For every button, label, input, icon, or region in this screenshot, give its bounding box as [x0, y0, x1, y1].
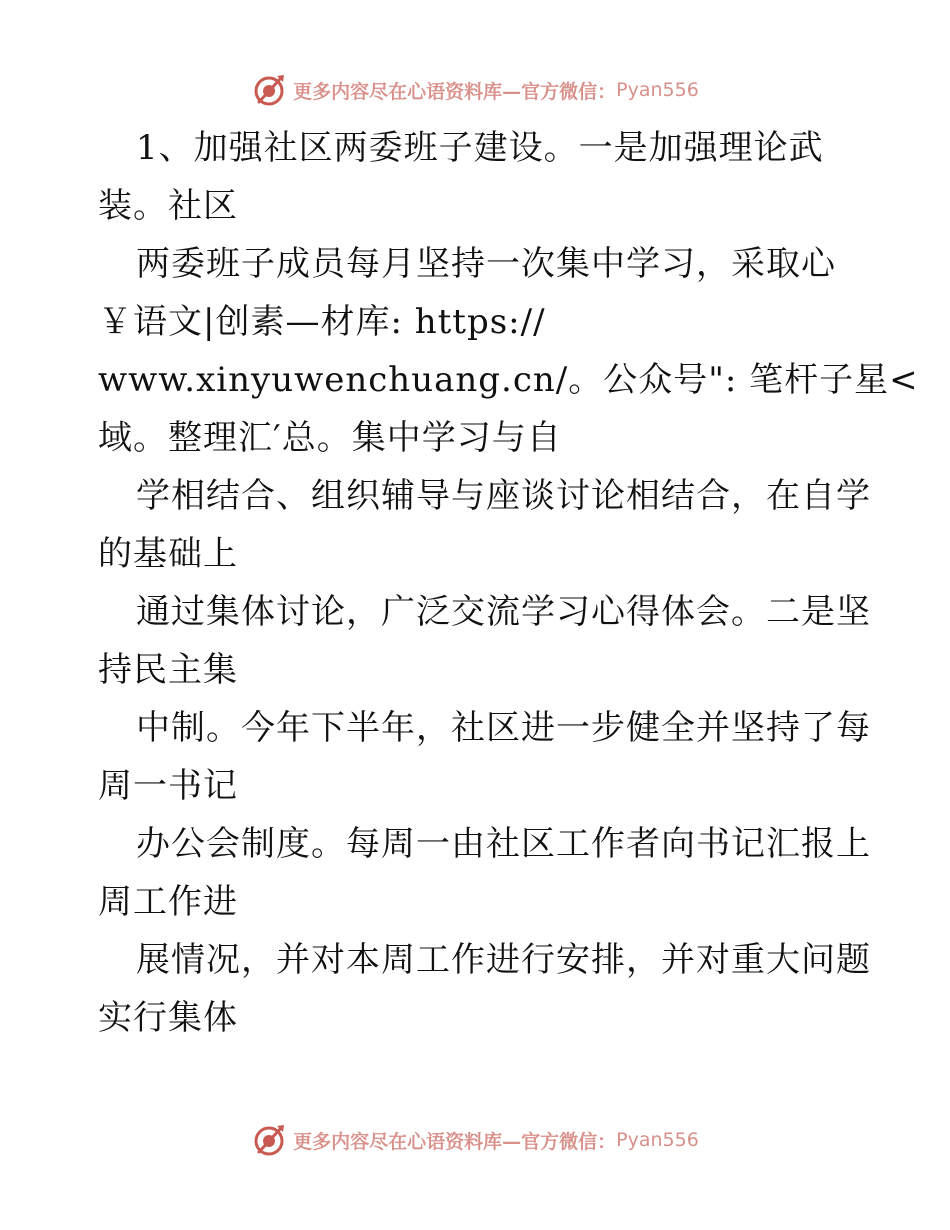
- quill-pen-seal-icon: [251, 1122, 287, 1158]
- text-line: 的基础上: [98, 534, 238, 574]
- quill-pen-seal-icon: [251, 72, 287, 108]
- text-line: 通过集体讨论，广泛交流学习心得体会。二是坚: [136, 592, 871, 632]
- watermark-wechat-id: Pyan556: [616, 1129, 699, 1151]
- text-line: 中制。今年下半年，社区进一步健全并坚持了每: [136, 708, 871, 748]
- footer-watermark: [0, 1118, 950, 1162]
- text-line: 两委班子成员每月坚持一次集中学习，采取心: [136, 244, 836, 284]
- text-line: 装。社区: [98, 186, 238, 226]
- text-line: 域。整理汇′总。集中学习与自: [98, 418, 562, 458]
- text-line: 持民主集: [98, 650, 238, 690]
- watermark-text: 更多内容尽在心语资料库—官方微信：: [293, 1130, 617, 1153]
- text-line: 学相结合、组织辅导与座谈讨论相结合，在自学: [136, 476, 871, 516]
- text-line: ￥语文|创素—材库: https://: [98, 302, 546, 342]
- text-line: www.xinyuwenchuang.cn/。公众号": 笔杆子星<: [98, 360, 919, 400]
- text-line: 展情况，并对本周工作进行安排，并对重大问题: [136, 940, 871, 980]
- text-line: 1、加强社区两委班子建设。一是加强理论武: [136, 128, 824, 168]
- watermark-wechat-id: Pyan556: [616, 79, 699, 101]
- text-line: 办公会制度。每周一由社区工作者向书记汇报上: [136, 824, 871, 864]
- watermark-text: 更多内容尽在心语资料库—官方微信：: [293, 80, 617, 103]
- header-watermark: [0, 68, 950, 112]
- text-line: 周一书记: [98, 766, 238, 806]
- text-line: 实行集体: [98, 998, 238, 1038]
- text-line: 周工作进: [98, 882, 238, 922]
